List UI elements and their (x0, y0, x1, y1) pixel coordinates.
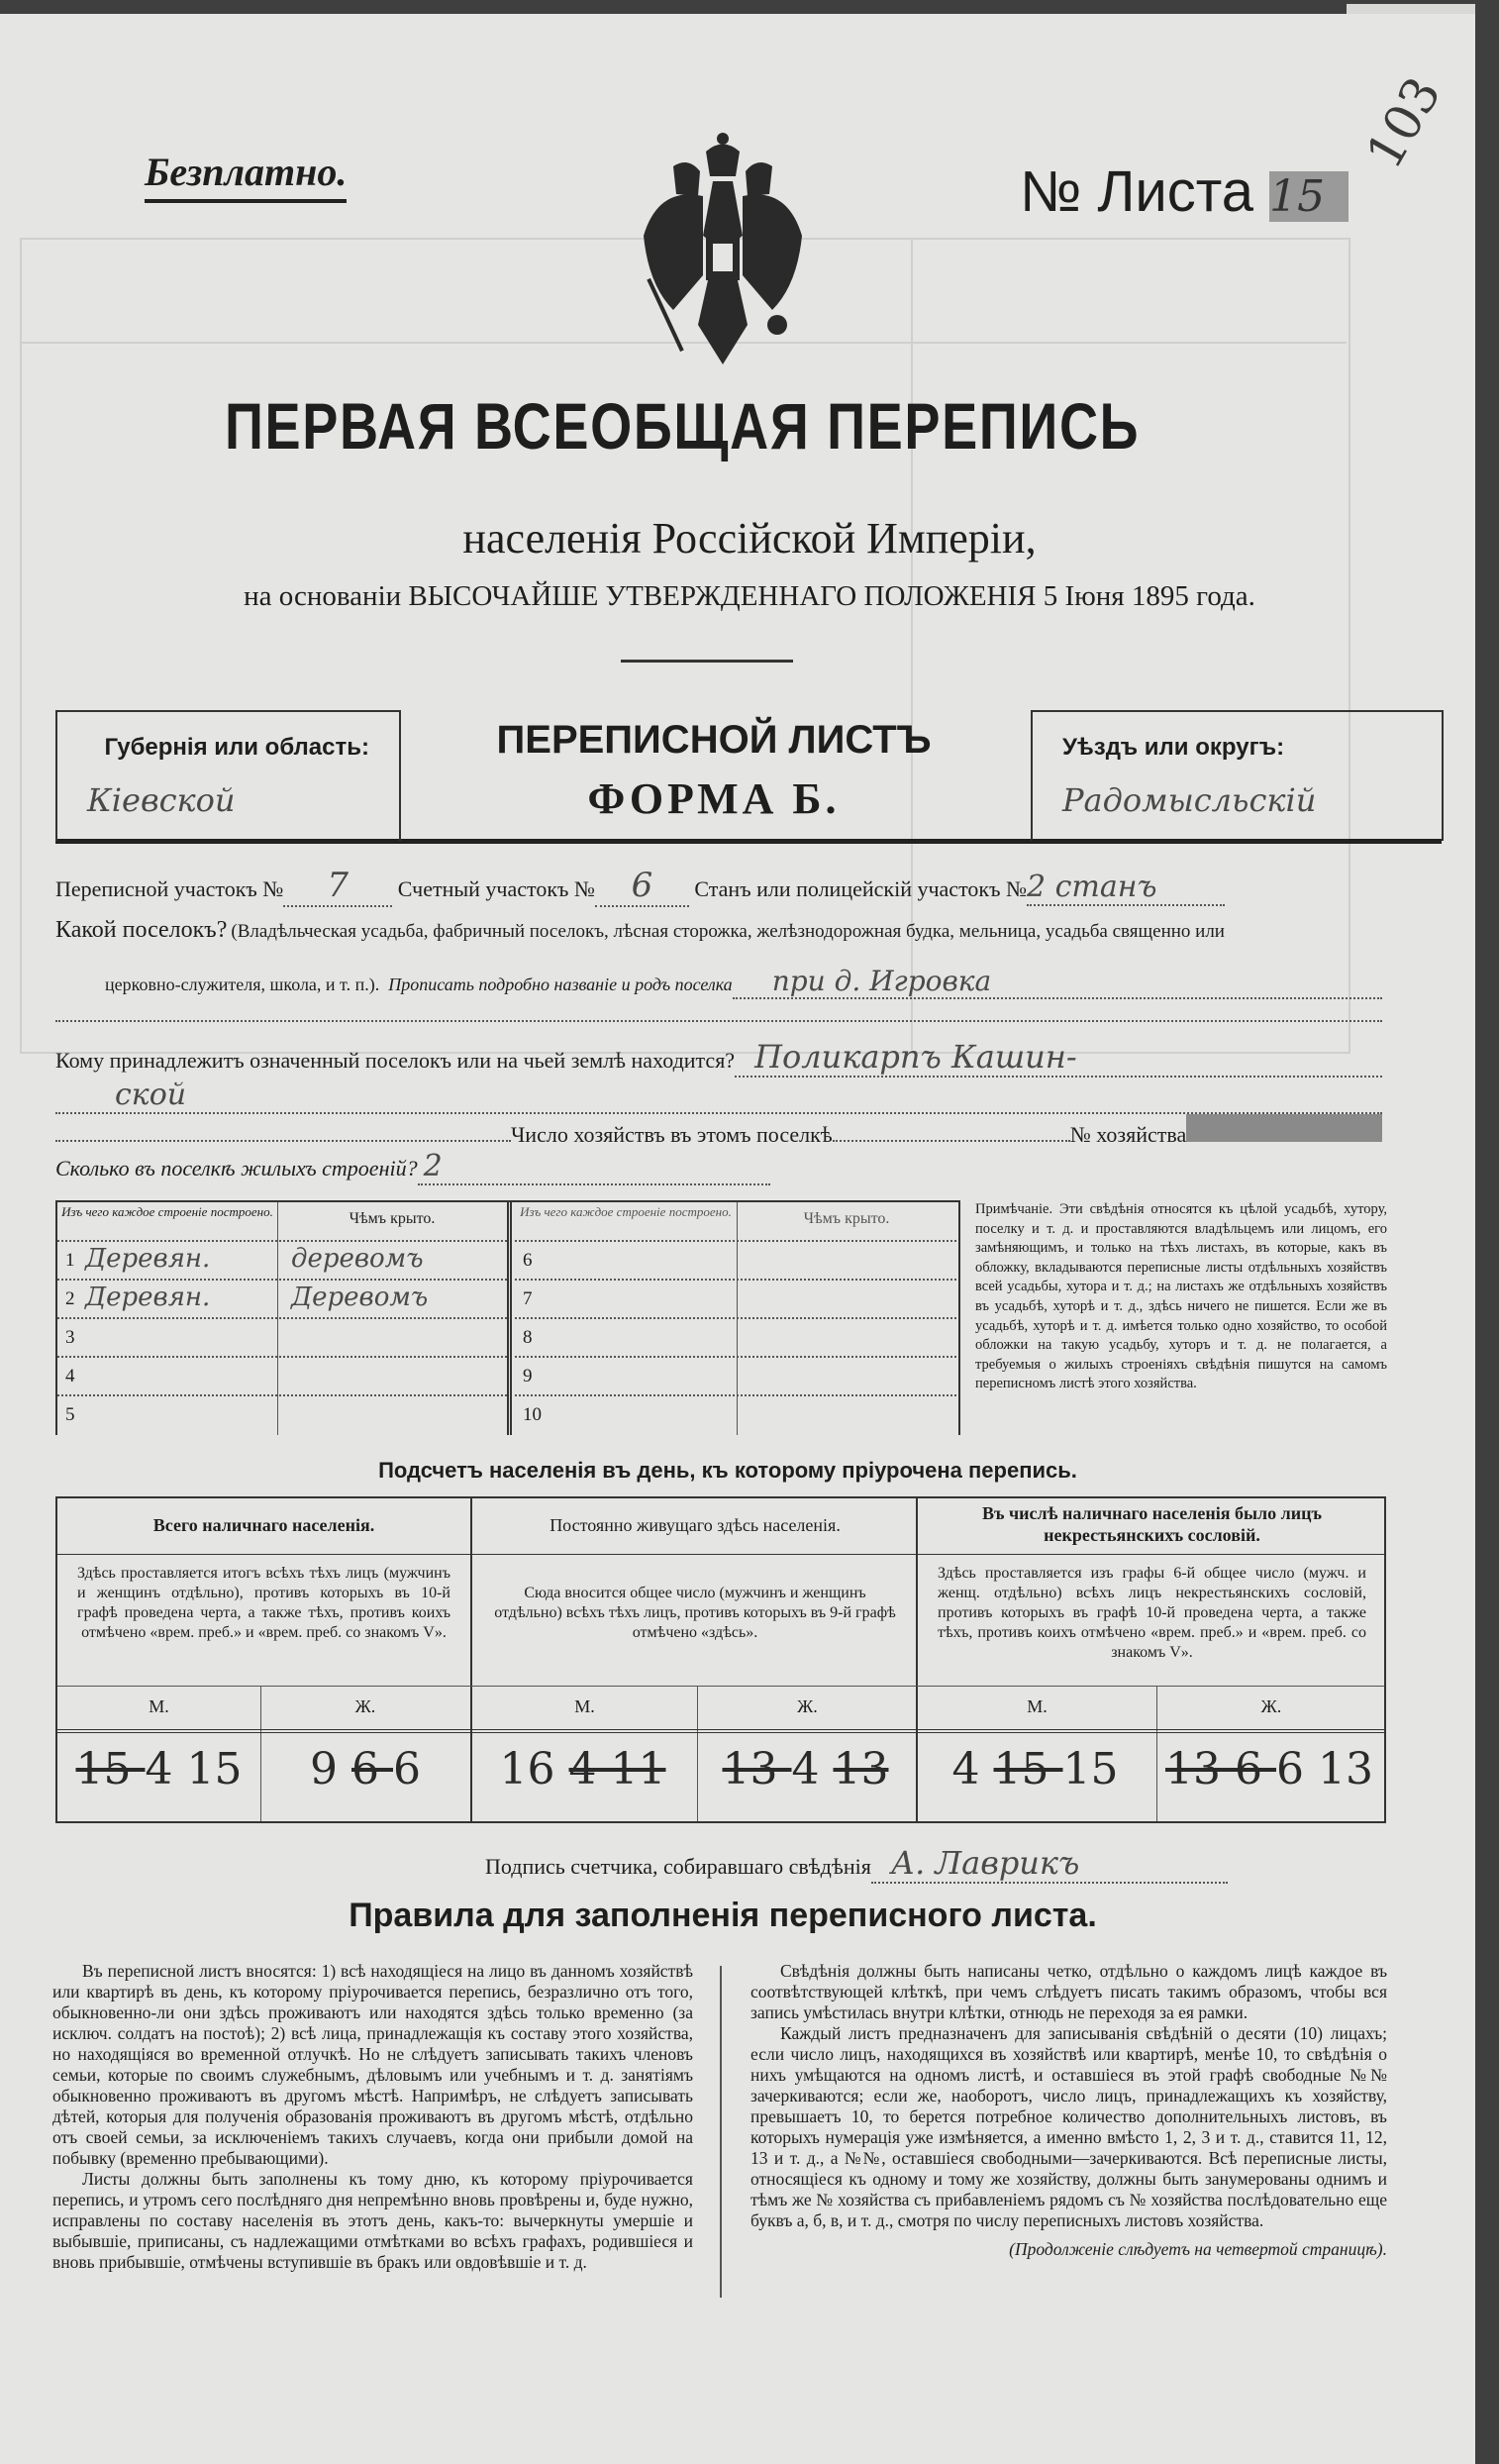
struck-count-value: 6 (1235, 1744, 1276, 1795)
male-count[interactable] (470, 1744, 695, 1795)
female-label: Ж. (797, 1696, 818, 1716)
buildings-note: Примѣчаніе. Эти свѣдѣнія относятся къ цѣлой усадьбѣ, хутору, поселку и т. д. и проставляются владѣльцемъ или лицомъ, его замѣняющимъ, и только на тѣхъ листахъ, въ которые, какъ въ обложку, вкладываются переписные листы отдѣльныхъ хозяйствъ всей усадьбы, хутора и т. д.; на листахъ же отдѣльныхъ хозяйствъ въ усадьбѣ, хуторѣ и т. д., здѣсь ничего не пишется. Если же въ усадьбѣ, хуторѣ и т. д. имѣется только одно хозяйство, то особой обложки на такую усадьбу, хуторъ и т. д. не полагается, а требуемыя о жилыхъ строеніяхъ свѣдѣнія пишутся на самомъ переписномъ листѣ этого хозяйства. (975, 1201, 1387, 1392)
population-column-title: Въ числѣ наличнаго населенія было лицъ некрестьянскихъ сословій. (982, 1503, 1322, 1545)
row-number: 1 (65, 1250, 75, 1271)
table-row (515, 1394, 956, 1435)
col-header-roof: Чѣмъ крыто. (803, 1210, 890, 1227)
rules-paragraph: Свѣдѣнія должны быть написаны четко, отдѣльно о каждомъ лицѣ каждое въ соотвѣтствующей клѣткѣ, при чемъ слѣдуетъ писать такимъ образомъ, чтобы вся запись умѣстилась внутри клѣтки, отнюдь не переходя за ея рамки. (750, 1961, 1387, 2022)
population-heading: Подсчетъ населенія въ день, къ которому пріурочена перепись. (378, 1458, 1077, 1483)
struck-count-value: 11 (610, 1744, 666, 1795)
count-value: 4 (145, 1744, 187, 1795)
row-number: 9 (523, 1366, 533, 1386)
male-label: М. (149, 1696, 169, 1716)
table-row (57, 1317, 507, 1358)
row-number: 4 (65, 1366, 75, 1386)
count-value: 16 (499, 1744, 569, 1795)
struck-count-value: 6 (351, 1744, 393, 1795)
male-count[interactable] (57, 1744, 260, 1795)
census-district-label: Переписной участокъ № (55, 876, 284, 901)
form-name: ФОРМА Б. (587, 774, 841, 823)
gubernia-label: Губернія или область: (104, 734, 369, 761)
settlement-value[interactable]: при д. Игровка (733, 965, 1382, 999)
rules-title: Правила для заполненія переписного листа. (349, 1897, 1097, 1934)
settlement-line-2 (105, 965, 1382, 999)
uezd-label: Уѣздъ или округъ: (1062, 734, 1285, 761)
districts-line (55, 866, 1225, 907)
female-count[interactable] (695, 1744, 916, 1795)
row-divider (57, 1686, 1384, 1687)
building-material[interactable]: Деревян. (85, 1244, 211, 1274)
sheet-number-value: 15 (1269, 171, 1349, 222)
struck-count-value: 13 (1165, 1744, 1235, 1795)
form-subtitle: населенія Россійской Имперіи, (462, 514, 1037, 563)
stan-label: Станъ или полицейскій участокъ № (694, 876, 1027, 901)
row-divider (57, 1729, 1384, 1733)
table-row (57, 1356, 507, 1396)
count-value: 4 (951, 1744, 994, 1795)
stan-value[interactable]: 2 станъ (1027, 870, 1225, 906)
households-label: Число хозяйствъ въ этомъ поселкѣ (511, 1122, 833, 1147)
row-number: 2 (65, 1288, 75, 1309)
buildings-label: Сколько въ поселкѣ жилыхъ строеній? (55, 1156, 418, 1181)
form-info-box (55, 710, 1442, 844)
male-label: М. (574, 1696, 595, 1716)
count-value: 6 (1275, 1744, 1318, 1795)
uezd-cell (1031, 710, 1444, 841)
imperial-eagle-emblem-icon (619, 127, 827, 369)
table-row (57, 1279, 507, 1319)
struck-count-value: 15 (993, 1744, 1063, 1795)
archive-page-number: 103 (1354, 67, 1452, 178)
row-number: 6 (523, 1250, 533, 1271)
population-column-desc: Сюда вносится общее число (мужчинъ и женщинъ отдѣльно) всѣхъ тѣхъ лицъ, противъ которыхъ въ 9-й графѣ отмѣчено «здѣсь». (494, 1585, 896, 1641)
table-row (515, 1317, 956, 1358)
households-line (55, 1114, 1382, 1148)
dotted-line (55, 1140, 511, 1142)
table-row (515, 1279, 956, 1319)
table-divider (507, 1202, 512, 1435)
table-row (515, 1356, 956, 1396)
female-label: Ж. (1260, 1696, 1282, 1716)
free-of-charge-label: Безплатно. (145, 149, 347, 203)
rules-continued-note: (Продолженіе слѣдуетъ на четвертой страницѣ). (1009, 2239, 1387, 2259)
count-value: 4 (791, 1744, 834, 1795)
struck-count-value: 4 (568, 1744, 611, 1795)
population-column-desc: Здѣсь проставляется итогъ всѣхъ тѣхъ лицъ (мужчинъ и женщинъ отдѣльно), противъ которыхъ въ 10-й графѣ проведена черта, а также тѣхъ, противъ коихъ отмѣчено «врем. преб.» и «врем. преб. со знакомъ V». (77, 1565, 450, 1641)
col-header-material: Изъ чего каждое строеніе построено. (520, 1204, 732, 1219)
count-district-value[interactable]: 6 (595, 866, 689, 907)
form-main-title: ПЕРВАЯ ВСЕОБЩАЯ ПЕРЕПИСЬ (225, 389, 1141, 462)
buildings-value[interactable]: 2 (418, 1149, 770, 1185)
row-divider (57, 1554, 1384, 1555)
gubernia-cell (55, 710, 401, 841)
count-value: 13 (1317, 1744, 1373, 1795)
table-row (515, 1240, 956, 1281)
table-row (57, 1394, 507, 1435)
households-value[interactable] (833, 1140, 1070, 1142)
male-label: М. (1027, 1696, 1048, 1716)
owner-value[interactable]: Поликарпъ Кашин- (735, 1038, 1382, 1078)
count-district-label: Счетный участокъ № (397, 876, 595, 901)
census-district-value[interactable]: 7 (283, 866, 392, 907)
dotted-line (55, 1020, 1382, 1022)
buildings-line (55, 1149, 770, 1185)
settlement-hint: (Владѣльческая усадьба, фабричный поселокъ, лѣсная сторожка, желѣзнодорожная будка, мельница, усадьба священно или (231, 921, 1225, 942)
row-number: 3 (65, 1327, 75, 1348)
col-header-material: Изъ чего каждое строеніе построено. (61, 1204, 273, 1219)
building-roof[interactable]: деревомъ (291, 1244, 424, 1274)
count-value: 15 (186, 1744, 243, 1795)
row-number: 7 (523, 1288, 533, 1309)
building-material[interactable]: Деревян. (85, 1283, 211, 1312)
female-count[interactable] (260, 1744, 470, 1795)
female-count[interactable] (1154, 1744, 1384, 1795)
struck-count-value: 13 (833, 1744, 889, 1795)
row-number: 10 (523, 1404, 542, 1425)
form-legal-basis: на основаніи ВЫСОЧАЙШЕ УТВЕРЖДЕННАГО ПОЛОЖЕНІЯ 5 Іюня 1895 года. (244, 580, 1255, 612)
rules-paragraph: Каждый листъ предназначенъ для записыванія свѣдѣній о десяти (10) лицахъ; если число лицъ, находящихся въ хозяйствѣ или квартирѣ, менѣе 10, то свѣдѣнія о нихъ умѣщаются на одномъ листѣ, и оставшіеся въ этой графѣ свободные №№ зачеркиваются; если же, наоборотъ, число лицъ, принадлежащихъ къ хозяйству, превышаетъ 10, то берется потребное количество дополнительныхъ листовъ, въ которыхъ нумерація уже измѣняется, а именно вмѣсто 1, 2, 3 и т. д., ставится 11, 12, 13 и т. д., а №№, оставшіеся свободными—зачеркиваются. Всѣ переписные листы, относящіеся къ одному и тому же хозяйству, должны быть занумерованы однимъ и тѣмъ же № хозяйства съ прибавленіемъ рядомъ съ № хозяйства послѣдовательно еще буквъ а, б, в, и т. д., смотря по числу переписныхъ листовъ хозяйства. (750, 2023, 1387, 2230)
male-count[interactable] (916, 1744, 1154, 1795)
owner-label: Кому принадлежитъ означенный поселокъ или на чьей землѣ находится? (55, 1048, 736, 1073)
count-value: 15 (1062, 1744, 1119, 1795)
struck-count-value: 13 (722, 1744, 792, 1795)
population-table (55, 1496, 1386, 1823)
signature-label: Подпись счетчика, собиравшаго свѣдѣнія (485, 1854, 871, 1879)
form-title-cell (397, 710, 1031, 839)
divider (621, 660, 793, 663)
rules-paragraph: Въ переписной листъ вносятся: 1) всѣ находящіеся на лицо въ данномъ хозяйствѣ или квартирѣ въ день, къ которому пріурочивается перепись, безразлично отъ того, обыкновенно-ли они здѣсь проживаютъ или находятся здѣсь только временно (за исключ. солдатъ на постоѣ); 2) всѣ лица, принадлежащія къ составу этого хозяйства, но находящіяся во временной отлучкѣ. Но не слѣдуетъ записывать такихъ членовъ семьи, которые по своимъ служебнымъ, дѣловымъ или учебнымъ и т. д. занятіямъ обыкновенно проживаютъ въ другомъ мѣстѣ. Напримѣръ, не слѣдуетъ записывать дѣтей, которыя для полученія образованія проживаютъ въ другомъ мѣстѣ, отдѣльно отъ своей семьи, за исключеніемъ такихъ случаевъ, когда они прибыли домой на побывку (временно пребывающими). (52, 1961, 693, 2168)
rules-right-column (750, 1961, 1387, 2260)
owner-line (55, 1038, 1382, 1078)
settlement-line (55, 917, 1225, 944)
rules-left-column (52, 1961, 693, 2273)
count-value: 6 (392, 1744, 421, 1795)
sheet-number (1020, 158, 1349, 225)
owner-value-continued[interactable]: ской (55, 1078, 1382, 1114)
signature-line (485, 1844, 1228, 1884)
settlement-hint-2: церковно-служителя, школа, и т. п.). (105, 975, 380, 994)
household-no-label: № хозяйства (1069, 1122, 1187, 1147)
population-column-desc: Здѣсь проставляется изъ графы 6-й общее число (мужч. и женщ. отдѣльно) всѣхъ лицъ некрестьянскихъ сословій, противъ которыхъ въ графѣ 10-й проведена черта, а также тѣхъ, противъ коихъ отмѣчено «врем. преб.» и «врем. преб. со знакомъ V». (938, 1565, 1366, 1661)
sheet-number-label: № Листа (1020, 159, 1253, 224)
settlement-instruction: Прописать подробно названіе и родъ поселка (388, 975, 733, 994)
gubernia-value[interactable]: Кіевской (87, 781, 236, 819)
female-label: Ж. (354, 1696, 376, 1716)
row-number: 8 (523, 1327, 533, 1348)
enumerator-signature[interactable]: А. Лаврикъ (871, 1844, 1228, 1884)
row-number: 5 (65, 1404, 75, 1425)
household-no-redacted (1186, 1114, 1382, 1142)
struck-count-value: 15 (75, 1744, 146, 1795)
count-value: 9 (310, 1744, 351, 1795)
col-header-roof: Чѣмъ крыто. (349, 1210, 436, 1227)
rules-divider (720, 1966, 722, 2298)
form-title: ПЕРЕПИСНОЙ ЛИСТЪ (496, 718, 932, 762)
building-roof[interactable]: Деревомъ (291, 1283, 429, 1312)
rules-paragraph: Листы должны быть заполнены къ тому дню, къ которому пріурочивается перепись, и утромъ сего послѣдняго дня непремѣнно вновь провѣрены и, буде нужно, исправлены по составу населенія въ этотъ день, какъ-то: вычеркнуты умершіе и выбывшіе, приписаны, съ надлежащими отмѣтками во всѣхъ графахъ, родившіеся и вновь прибывшіе, отмѣчены вступившіе въ бракъ или овдовѣвшіе и т. д. (52, 2169, 693, 2272)
buildings-table (55, 1200, 960, 1435)
table-row (57, 1240, 507, 1281)
uezd-value[interactable]: Радомысльскій (1062, 781, 1317, 819)
settlement-label: Какой поселокъ? (55, 917, 228, 943)
population-column-title: Постоянно живущаго здѣсь населенія. (550, 1515, 841, 1535)
population-column-title: Всего наличнаго населенія. (152, 1515, 375, 1535)
